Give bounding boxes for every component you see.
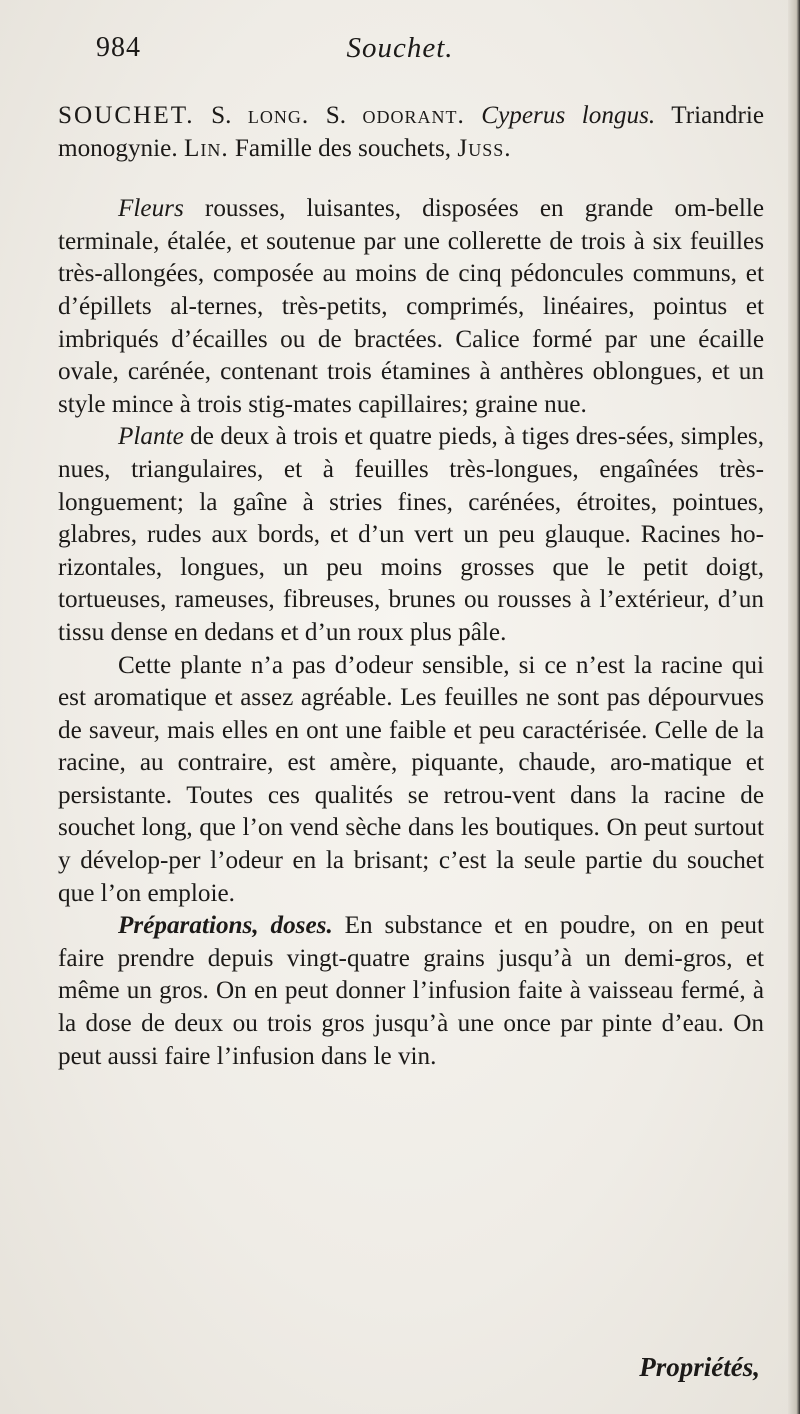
page-edge: [788, 0, 800, 1414]
page-header: [0, 32, 800, 72]
paragraph-lead: Plante: [118, 423, 184, 451]
entry-heading: SOUCHET. S. long. S. odorant. Cyperus longus. Triandrie monogynie. Lin. Famille des souchets, Juss.: [58, 102, 765, 162]
page-number: 984: [96, 32, 141, 63]
paragraph-plant: Plante de deux à trois et quatre pieds, à tiges dres-sées, simples, nues, triangulaires, et à feuilles très-longues, engaînées très-longuement; la gaîne à stries fines, carénées, étroites, pointues, glabres, rudes aux bords, et d’un vert un peu glauque. Racines ho-rizontales, longues, un peu moins grosses que le petit doigt, tortueuses, rameuses, fibreuses, brunes ou rousses à l’extérieur, d’un tissu dense en dedans et d’un roux plus pâle.: [58, 423, 764, 646]
headword: SOUCHET.: [58, 102, 195, 129]
paragraph-odor: Cette plante n’a pas d’odeur sensible, si ce n’est la racine qui est aromatique et assez agréable. Les feuilles ne sont pas dépourvues de saveur, mais elles en ont une faible et peu caractérisée. Celle de la racine, au contraire, est amère, piquante, chaude, aro-matique et persistante. Toutes ces qualités se retrou-vent dans la racine de souchet long, que l’on vend sèche dans les boutiques. On peut surtout y dévelop-per l’odeur en la brisant; c’est la seule partie du souchet que l’on emploie.: [58, 651, 764, 907]
paragraph-flowers: Fleurs rousses, luisantes, disposées en grande om-belle terminale, étalée, et soutenue par une collerette de trois à six feuilles très-allongées, composée au moins de cinq pédoncules communs, et d’épillets al-ternes, très-petits, comprimés, linéaires, pointus et imbriqués d’écailles ou de bractées. Calice formé par une écaille ovale, carénée, contenant trois étamines à anthères oblongues, et un style mince à trois stig-mates capillaires; graine nue.: [58, 195, 764, 418]
running-head: Souchet.: [346, 32, 454, 64]
paragraph-lead: Préparations, doses.: [118, 912, 333, 940]
catchword: Propriétés,: [639, 1352, 760, 1382]
body-text: [58, 100, 764, 1073]
paragraph-lead: Fleurs: [118, 195, 184, 223]
paragraph-doses: Préparations, doses. En substance et en poudre, on en peut faire prendre depuis vingt-quatre grains jusqu’à un demi-gros, et même un gros. On en peut donner l’infusion faite à vaisseau fermé, à la dose de deux ou trois gros jusqu’à une once par pinte d’eau. On peut aussi faire l’infusion dans le vin.: [58, 912, 764, 1070]
latin-name: Cyperus longus.: [481, 102, 656, 129]
